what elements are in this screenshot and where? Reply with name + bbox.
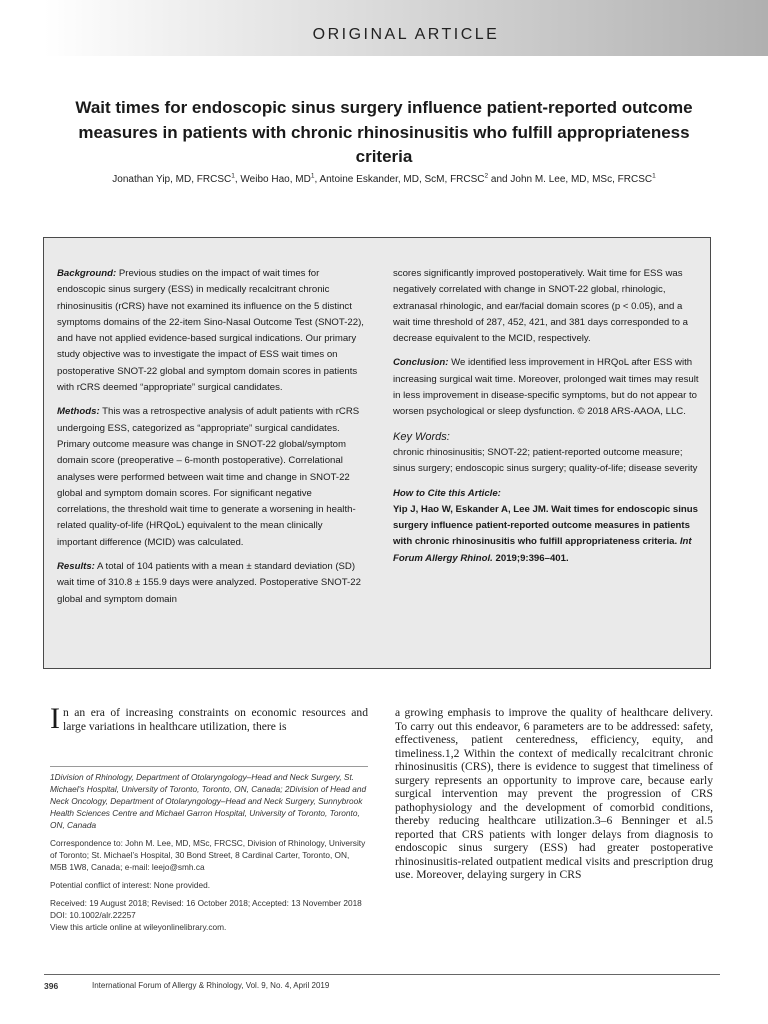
citation-year-pages: 2019;9:396–401. — [495, 552, 569, 564]
methods-heading: Methods: — [57, 406, 100, 418]
body-text-right: a growing emphasis to improve the quality of healthcare delivery. To carry out this endeavor, 6 parameters are to be addressed: safety, effectiveness, patient centeredness, efficiency, equity, and timeliness.1,2 Within the context of medically recalcitrant chronic rhinosinusitis (CRS), there is evidence to suggest that timeliness of surgery represents an opportunity to improve care, because early surgical intervention may prevent the progression of CRS pathophysiology and the development of comorbid conditions, thereby reducing healthcare utilization.3–6 Benninger et al.5 reported that CRS patients with longer delays from diagnosis to endoscopic sinus surgery (ESS) had greater postoperative rhinosinusitis-related outpatient medical visits and prescription drug use. Moreover, delaying surgery in CRS — [395, 706, 713, 881]
page-number: 396 — [44, 981, 59, 991]
author-affiliation-mark: 1 — [231, 172, 235, 180]
abstract-left-column — [57, 266, 365, 616]
article-title: Wait times for endoscopic sinus surgery influence patient-reported outcome measures in patients with chronic rhinosinusitis who fulfill appropriateness criteria — [75, 98, 693, 166]
author-list — [96, 172, 672, 187]
abstract-right-column — [393, 266, 701, 575]
abstract-methods — [57, 404, 365, 551]
author-name: Jonathan Yip, MD, FRCSC — [112, 174, 232, 185]
author-name: Weibo Hao, MD — [240, 174, 311, 185]
results-text: A total of 104 patients with a mean ± standard deviation (SD) wait time of 310.8 ± 155.9 days were analyzed. Postoperative SNOT-22 global and symptom domain — [57, 561, 361, 605]
author-separator: , — [234, 174, 241, 185]
author-separator: and — [488, 174, 511, 185]
key-words-section — [393, 429, 701, 478]
doi-text: DOI: 10.1002/alr.22257 — [50, 910, 136, 920]
author-separator: , — [314, 174, 320, 185]
body-text-left — [50, 702, 368, 735]
drop-cap: I — [50, 702, 60, 735]
author-affiliation-mark: 2 — [484, 172, 489, 180]
citation-section — [393, 486, 701, 567]
citation-journal: Int Forum Allergy Rhinol. — [393, 536, 692, 564]
abstract-results — [57, 559, 365, 608]
abstract-box — [43, 237, 711, 669]
author-affiliation-mark: 1 — [310, 172, 315, 180]
conflict-footnote: Potential conflict of interest: None provided. — [50, 880, 211, 890]
methods-text: This was a retrospective analysis of adult patients with rCRS undergoing ESS, categorized as “appropriate” surgical candidates. Primary outcome measure was change in SNOT-22 global/symptom domain score (preoperative – 6-month postoperative). Correlational analyses were performed between wait time and change in SNOT-22 global and symptom domain scores. For significant negative correlations, the threshold wait time to generate a worsening in health-related quality-of-life (HRQoL) equivalent to the mean clinically important difference (MCID) was calculated. — [57, 406, 360, 548]
key-words-text: chronic rhinosinusitis; SNOT-22; patient-reported outcome measure; sinus surgery; endoscopic sinus surgery; quality-of-life; disease severity — [393, 446, 698, 475]
abstract-conclusion — [393, 355, 701, 420]
background-heading: Background: — [57, 268, 117, 279]
journal-footer: International Forum of Allergy & Rhinology, Vol. 9, No. 4, April 2019 — [92, 981, 330, 990]
dates-footnote — [50, 897, 368, 933]
article-type-label: ORIGINAL ARTICLE — [312, 26, 500, 43]
body-text-left-content: n an era of increasing constraints on economic resources and large variations in healthcare utilization, there is — [63, 706, 368, 733]
footer-rule — [44, 974, 720, 975]
key-words-heading: Key Words: — [393, 430, 450, 443]
affiliations-footnote: 1Division of Rhinology, Department of Otolaryngology–Head and Neck Surgery, St. Michael’s Hospital, University of Toronto, Toronto, ON, Canada; 2Division of Head and Neck Oncology, Department of Otolaryngology–Head and Neck Surgery, Sunnybrook Health Sciences Centre and Michael Garron Hospital, University of Toronto, Toronto, ON, Canada — [50, 772, 367, 830]
online-link[interactable]: View this article online at wileyonlinelibrary.com. — [50, 922, 227, 932]
author-affiliation-mark: 1 — [652, 172, 656, 180]
conclusion-heading: Conclusion: — [393, 357, 449, 369]
results-heading: Results: — [57, 561, 95, 573]
received-dates: Received: 19 August 2018; Revised: 16 October 2018; Accepted: 13 November 2018 — [50, 898, 362, 908]
conclusion-text: We identified less improvement in HRQoL after ESS with increasing surgical wait time. Moreover, prolonged wait times may result in less improvement in disease-specific symptoms, but do not appear to worsen psychological or sleep dysfunction. © 2018 ARS-AAOA, LLC. — [393, 357, 699, 418]
author-name: John M. Lee, MD, MSc, FRCSC — [510, 174, 653, 185]
background-text: Previous studies on the impact of wait times for endoscopic sinus surgery (ESS) in medically recalcitrant chronic rhinosinusitis (rCRS) have not examined its influence on the 5 distinct symptoms domains of the 22-item Sino-Nasal Outcome Test (SNOT-22), and have not applied evidence-based surgical indications. Our primary study objective was to investigate the impact of ESS wait times on postoperative SNOT-22 global and symptom domain scores in patients with rCRS deemed “appropriate” surgical candidates. — [57, 268, 364, 394]
results-continued: scores significantly improved postoperatively. Wait time for ESS was negatively correlated with change in SNOT-22 global, rhinologic, extranasal rhinologic, and ear/facial domain scores (p < 0.05), and a wait time threshold of 287, 452, 421, and 381 days corresponded to a decrease equivalent to the MCID, respectively. — [393, 268, 688, 345]
author-name: Antoine Eskander, MD, ScM, FRCSC — [319, 174, 485, 185]
correspondence-footnote: Correspondence to: John M. Lee, MD, MSc, FRCSC, Division of Rhinology, University of Toronto; St. Michael’s Hospital, 30 Bond Street, 8 Cardinal Carter, Toronto, ON, M5B 1W8, Canada; e-mail: leejo@smh.ca — [50, 838, 366, 872]
footnotes — [50, 766, 368, 939]
citation-text: Yip J, Hao W, Eskander A, Lee JM. Wait times for endoscopic sinus surgery influence patient-reported outcome measures in patients with chronic rhinosinusitis who fulfill appropriateness criteria. — [393, 503, 698, 548]
article-type-banner — [44, 0, 768, 56]
citation-heading: How to Cite this Article: — [393, 487, 501, 499]
abstract-background — [57, 266, 365, 396]
